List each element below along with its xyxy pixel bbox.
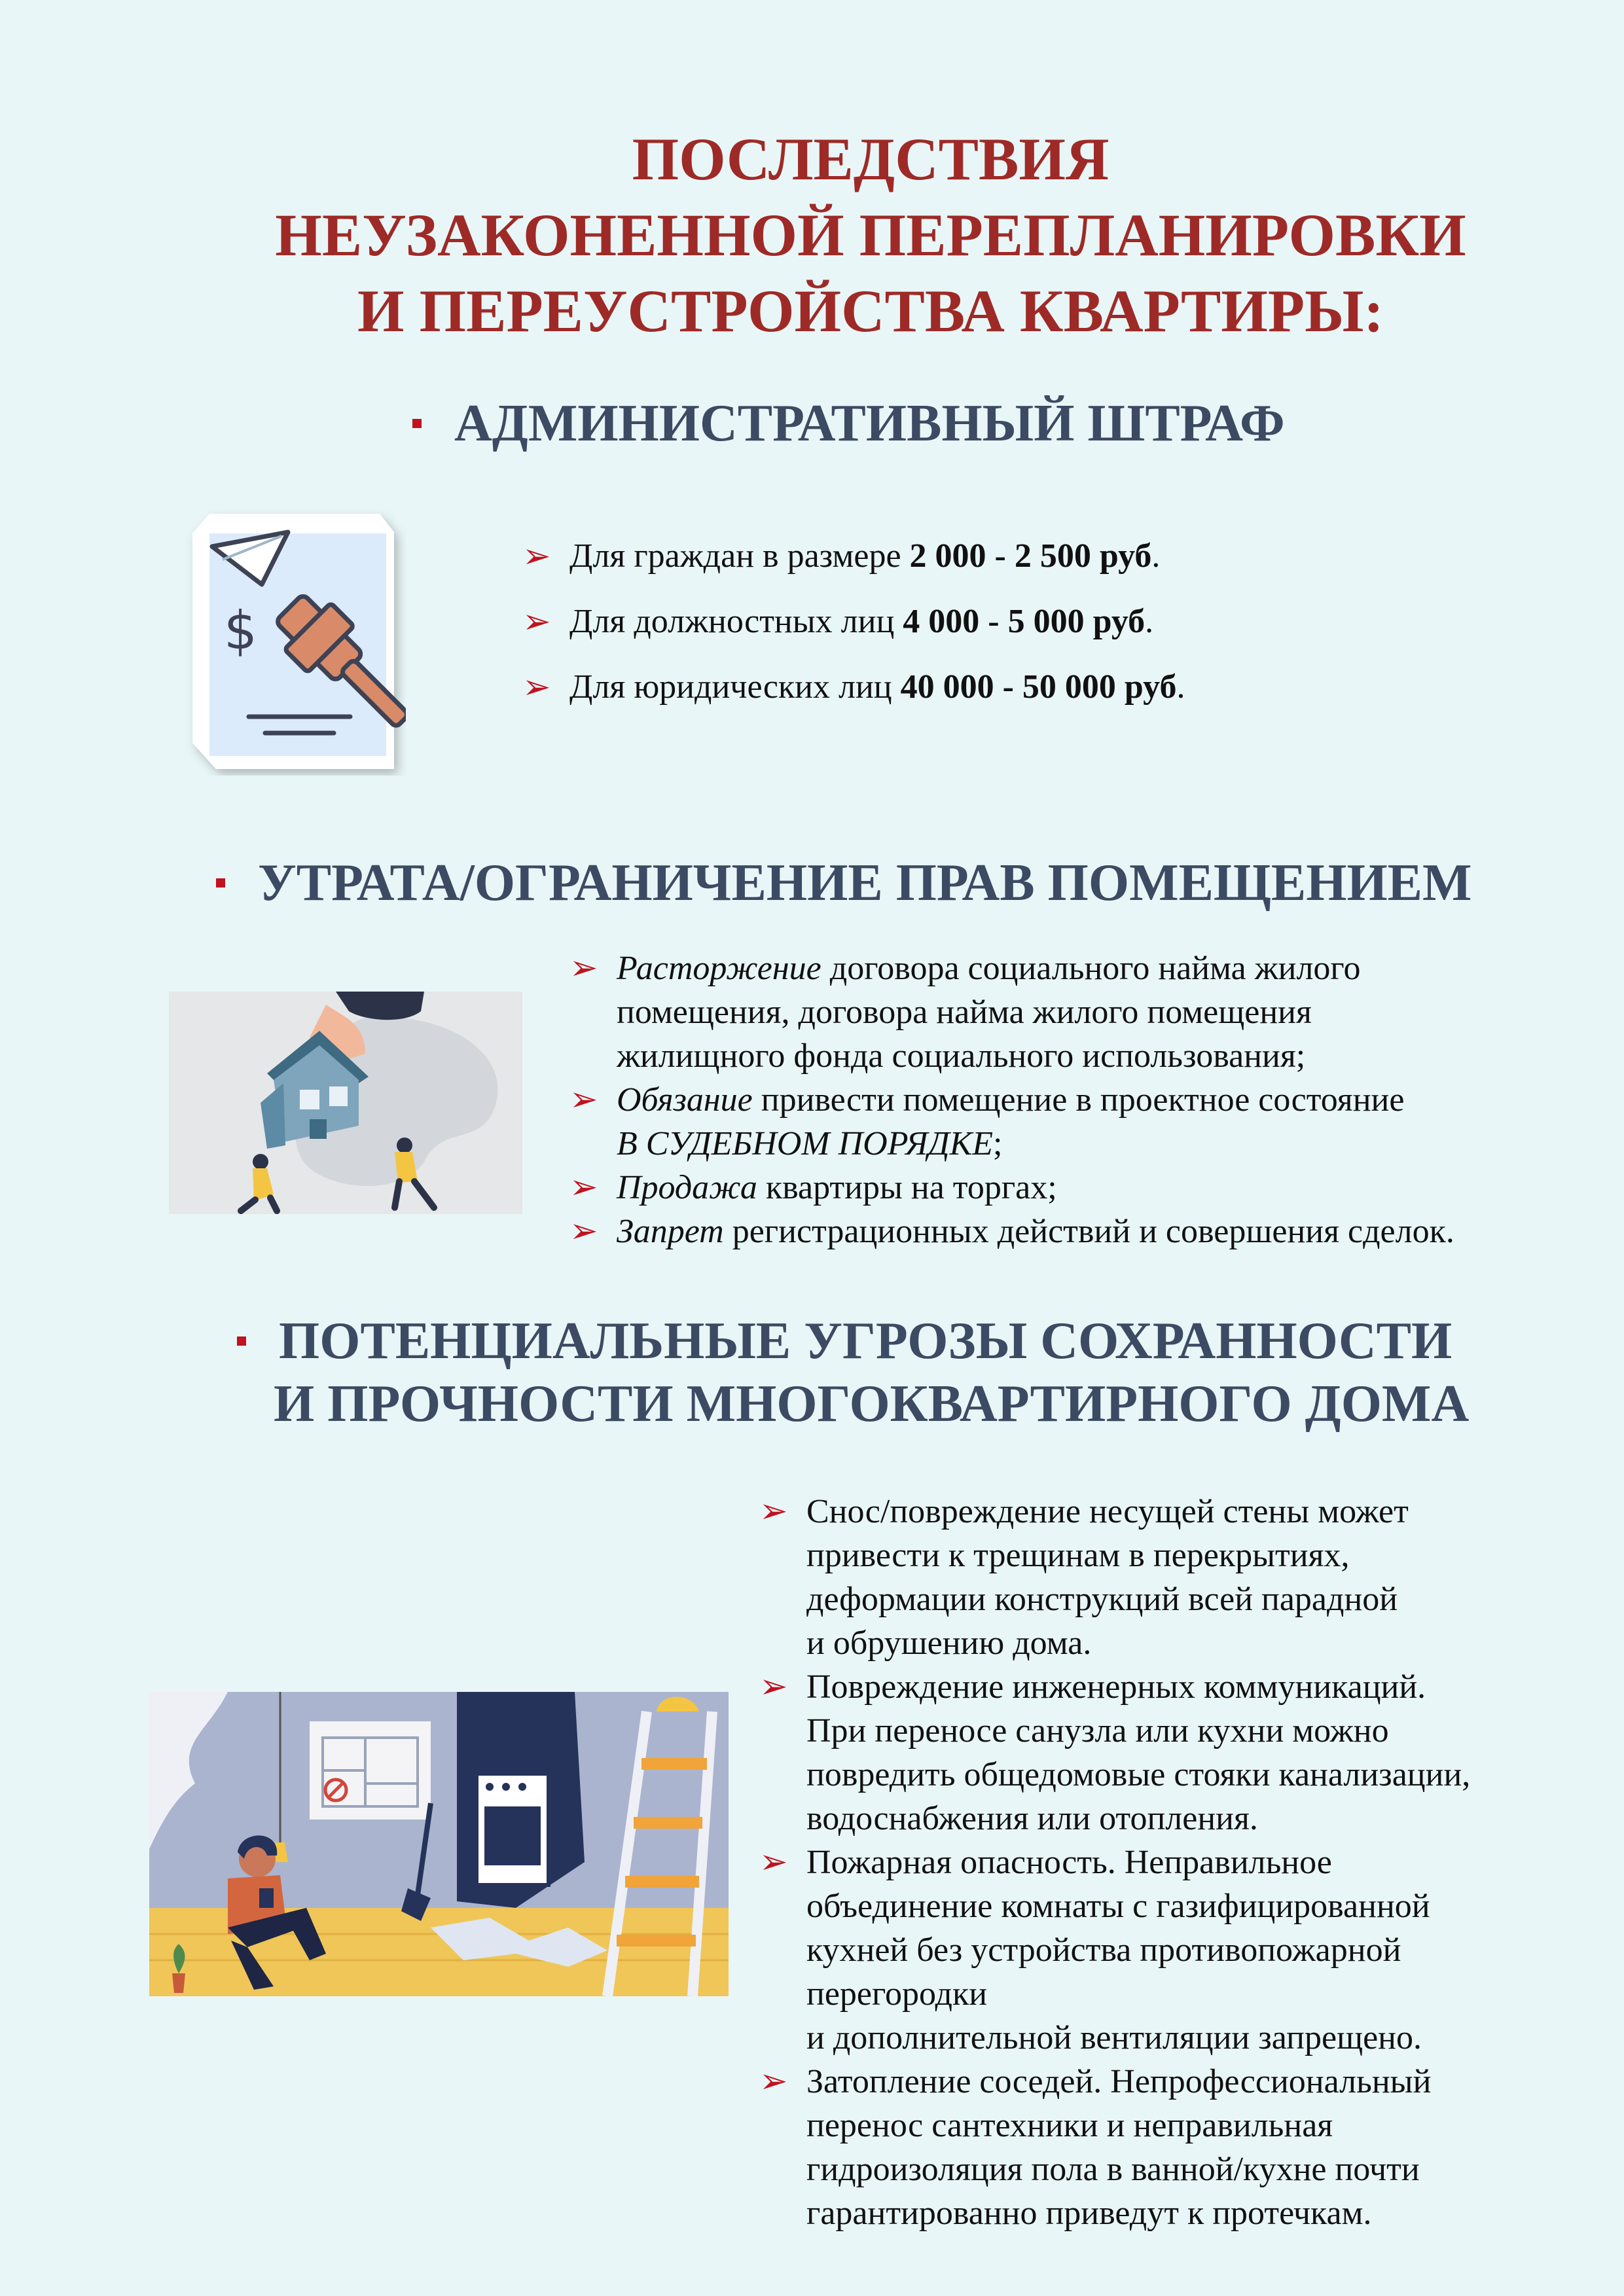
list-item: ➢ Для граждан в размере 2 000 - 2 500 руб.	[569, 524, 1185, 589]
list-item: ➢ Затопление соседей. Непрофессиональный	[806, 2060, 1470, 2104]
svg-text:$: $	[224, 600, 257, 661]
list-item: ➢ Обязание привести помещение в проектное состояние	[617, 1078, 1454, 1122]
list-item-continuation: При переносе санузла или кухни можно	[806, 1712, 1389, 1749]
rights-heading	[216, 851, 1472, 915]
list-item-continuation: гарантированно приведут к протечкам.	[806, 2195, 1372, 2232]
fine-heading	[412, 391, 1285, 456]
list-item-continuation: и обрушению дома.	[806, 1624, 1092, 1662]
arrow-bullet-icon: ➢	[569, 1080, 598, 1119]
square-bullet-icon	[237, 1336, 246, 1346]
list-item: ➢ Повреждение инженерных коммуникаций.	[806, 1665, 1470, 1709]
title-line-1: ПОСЛЕДСТВИЯ	[632, 126, 1110, 192]
list-item: ➢ Продажа квартиры на торгах;	[617, 1166, 1454, 1210]
rights-heading-text: УТРАТА/ОГРАНИЧЕНИЕ ПРАВ ПОМЕЩЕНИЕМ	[258, 854, 1472, 912]
document-gavel-dollar-icon	[183, 507, 406, 776]
arrow-bullet-icon: ➢	[522, 537, 551, 576]
threats-heading-2	[274, 1372, 1469, 1436]
threats-heading-line-1: ПОТЕНЦИАЛЬНЫЕ УГРОЗЫ СОХРАННОСТИ	[279, 1312, 1453, 1370]
list-item-continuation: водоснабжения или отопления.	[806, 1800, 1258, 1837]
list-item-continuation: гидроизоляция пола в ванной/кухне почти	[806, 2151, 1420, 2188]
list-item: ➢ Расторжение договора социального найма жилого	[617, 946, 1454, 990]
arrow-bullet-icon: ➢	[522, 668, 551, 707]
threats-heading	[237, 1309, 1452, 1373]
arrow-bullet-icon: ➢	[569, 948, 598, 988]
title-line-3: И ПЕРЕУСТРОЙСТВА КВАРТИРЫ:	[357, 278, 1384, 344]
hand-lifting-house-illustration	[169, 992, 522, 1214]
arrow-bullet-icon: ➢	[759, 1492, 788, 1531]
square-bullet-icon	[412, 419, 422, 428]
list-item-continuation: кухней без устройства противопожарной	[806, 1931, 1401, 1969]
arrow-bullet-icon: ➢	[522, 602, 551, 641]
list-item-continuation: помещения, договора найма жилого помещения	[617, 994, 1312, 1031]
rights-list	[569, 946, 1454, 1253]
list-item-continuation: перегородки	[806, 1975, 988, 2013]
arrow-bullet-icon: ➢	[759, 1667, 788, 1706]
list-item-continuation: жилищного фонда социального использования;	[617, 1037, 1306, 1075]
list-item-continuation: перенос сантехники и неправильная	[806, 2107, 1333, 2144]
arrow-bullet-icon: ➢	[759, 1842, 788, 1882]
page-title	[0, 121, 1624, 349]
list-item: ➢ Пожарная опасность. Неправильное	[806, 1840, 1470, 1884]
threats-heading-line-2: И ПРОЧНОСТИ МНОГОКВАРТИРНОГО ДОМА	[274, 1375, 1470, 1433]
fine-heading-text: АДМИНИСТРАТИВНЫЙ ШТРАФ	[454, 395, 1285, 452]
list-item: ➢ Для должностных лиц 4 000 - 5 000 руб.	[569, 589, 1185, 655]
list-item-continuation: и дополнительной вентиляции запрещено.	[806, 2019, 1422, 2056]
list-item: ➢ Запрет регистрационных действий и совершения сделок.	[617, 1210, 1454, 1253]
threats-list	[759, 1490, 1471, 2235]
list-item-continuation: объединение комнаты с газифицированной	[806, 1888, 1430, 1925]
list-item-continuation: привести к трещинам в перекрытиях,	[806, 1537, 1350, 1574]
square-bullet-icon	[216, 878, 225, 888]
renovation-room-illustration	[149, 1692, 729, 1996]
list-item-continuation: деформации конструкций всей парадной	[806, 1581, 1398, 1618]
arrow-bullet-icon: ➢	[569, 1211, 598, 1251]
fine-list	[522, 524, 1185, 720]
title-line-2: НЕУЗАКОНЕННОЙ ПЕРЕПЛАНИРОВКИ	[275, 202, 1466, 268]
list-item: ➢ Снос/повреждение несущей стены может	[806, 1490, 1470, 1534]
arrow-bullet-icon: ➢	[759, 2062, 788, 2101]
list-item: ➢ Для юридических лиц 40 000 - 50 000 руб.	[569, 655, 1185, 720]
list-item-continuation: В СУДЕБНОМ ПОРЯДКЕ;	[617, 1125, 1003, 1162]
arrow-bullet-icon: ➢	[569, 1168, 598, 1207]
list-item-continuation: повредить общедомовые стояки канализации,	[806, 1756, 1471, 1793]
